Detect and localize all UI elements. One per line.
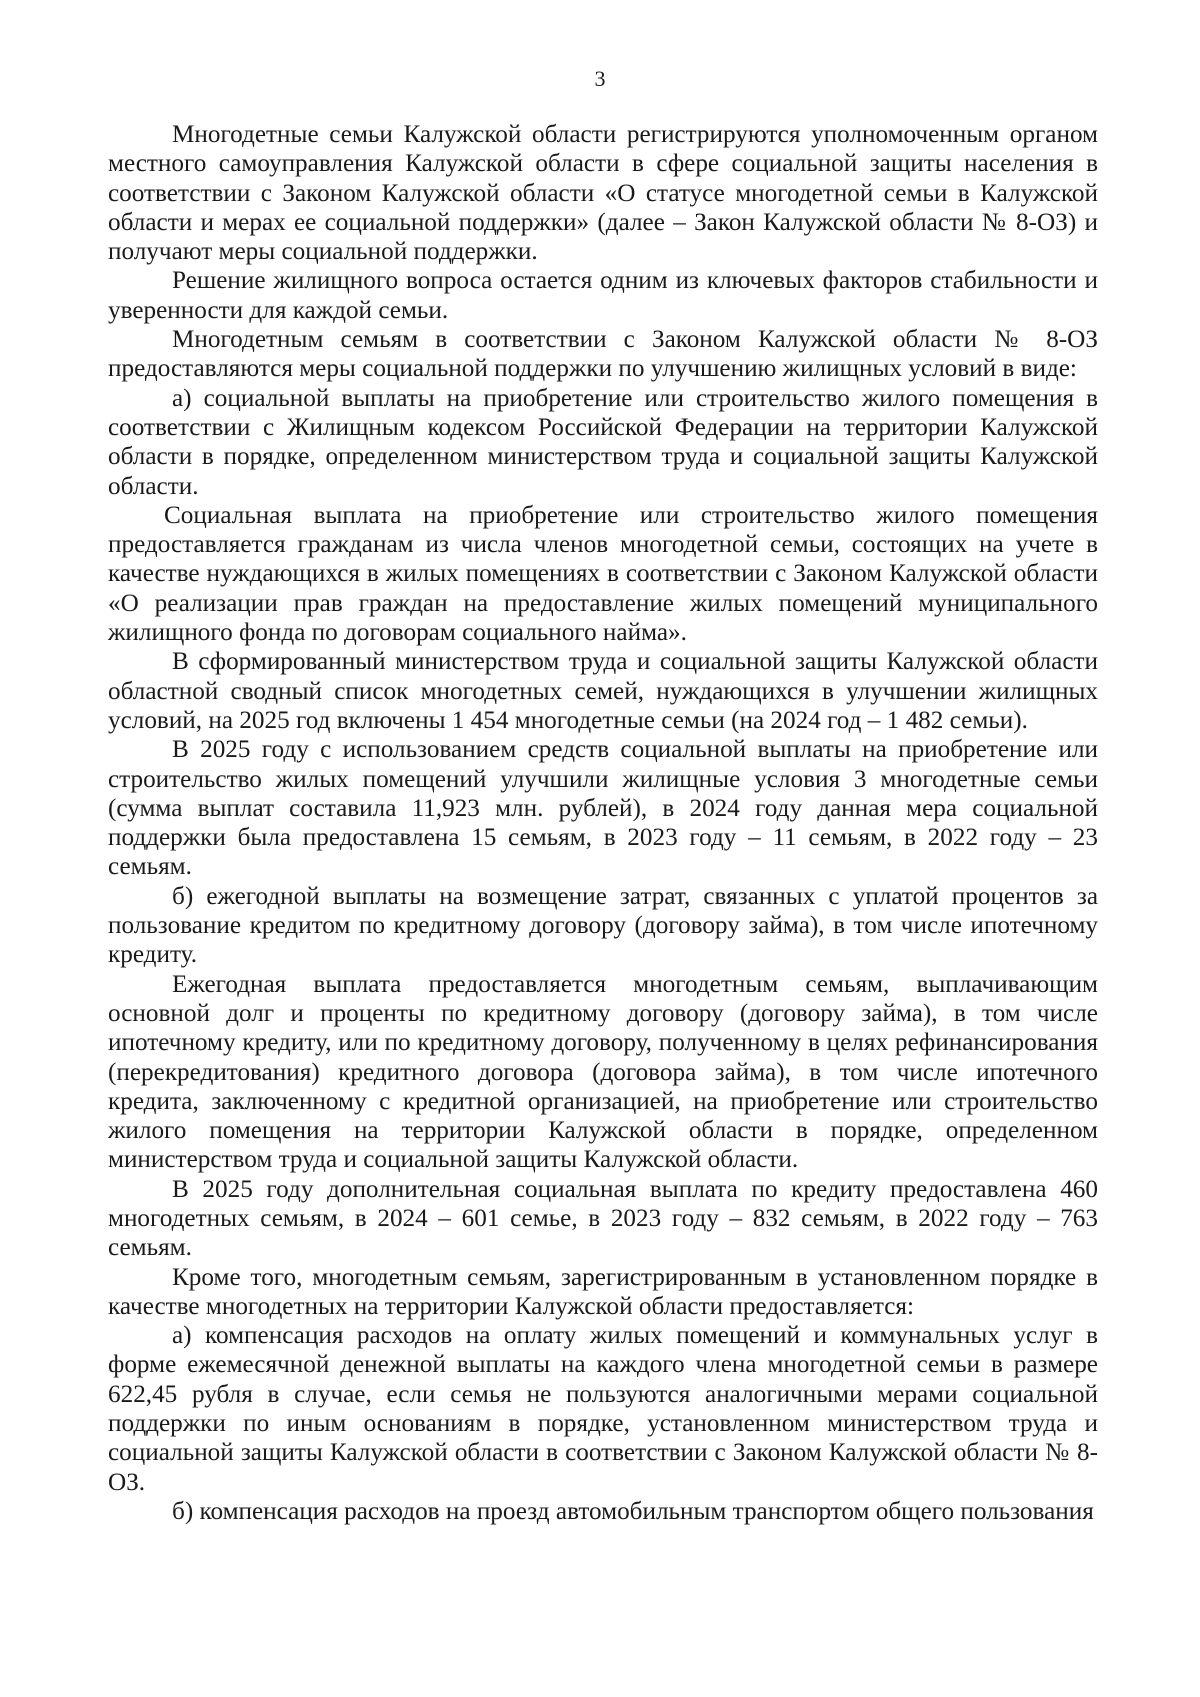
paragraph-2025-housing-results: В 2025 году с использованием средств социальной выплаты на приобретение или строительство жилых помещений улучшили жилищные условия 3 многодетные семьи (сумма выплат составила 11,923 млн. рублей), в 2024 году данная мера социальной поддержки была предоставлена 15 семьям, в 2023 году – 11 семьям, в 2022 году – 23 семьям. <box>108 736 1098 881</box>
paragraph-item-a-utilities-compensation: а) компенсация расходов на оплату жилых помещений и коммунальных услуг в форме ежемесячной денежной выплаты на каждого члена многодетной семьи в размере 622,45 рубля в случае, если семья не пользуются аналогичными мерами социальной поддержки по иным основаниям в порядке, установленном министерством труда и социальной защиты Калужской области в соответствии с Законом Калужской области № 8-ОЗ. <box>108 1322 1098 1496</box>
paragraph-social-payment-eligibility: Социальная выплата на приобретение или строительство жилого помещения предоставляется гражданам из числа членов многодетной семьи, состоящих на учете в качестве нуждающихся в жилых помещениях в соответствии с Законом Калужской области «О реализации прав граждан на предоставление жилых помещений муниципального жилищного фонда по договорам социального найма». <box>108 501 1098 647</box>
document-body <box>108 120 1098 1526</box>
paragraph-item-b-annual-payment: б) ежегодной выплаты на возмещение затрат, связанных с уплатой процентов за пользование кредитом по кредитному договору (договору займа), в том числе ипотечному кредиту. <box>108 882 1098 969</box>
paragraph-annual-payment-eligibility: Ежегодная выплата предоставляется многодетным семьям, выплачивающим основной долг и проценты по кредитному договору (договору займа), в том числе ипотечному кредиту, или по кредитному договору, полученному в целях рефинансирования (перекредитования) кредитного договора (договора займа), в том числе ипотечного кредита, заключенному с кредитной организацией, на приобретение или строительство жилого помещения на территории Калужской области в порядке, определенном министерством труда и социальной защиты Калужской области. <box>108 970 1098 1174</box>
paragraph-additional-support-intro: Кроме того, многодетным семьям, зарегистрированным в установленном порядке в качестве многодетных на территории Калужской области предоставляется: <box>108 1263 1098 1320</box>
paragraph-2025-credit-results: В 2025 году дополнительная социальная выплата по кредиту предоставлена 460 многодетных семьям, в 2024 – 601 семье, в 2023 году – 832 семьям, в 2022 году – 763 семьям. <box>108 1175 1098 1262</box>
paragraph-support-measures-intro: Многодетным семьям в соответствии с Законом Калужской области № 8-ОЗ предоставляются меры социальной поддержки по улучшению жилищных условий в виде: <box>108 326 1098 383</box>
paragraph-item-a-social-payment: а) социальной выплаты на приобретение или строительство жилого помещения в соответствии с Жилищным кодексом Российской Федерации на территории Калужской области в порядке, определенном министерством труда и социальной защиты Калужской области. <box>108 384 1098 500</box>
paragraph-housing-question: Решение жилищного вопроса остается одним из ключевых факторов стабильности и уверенности для каждой семьи. <box>108 267 1098 324</box>
paragraph-consolidated-list: В сформированный министерством труда и социальной защиты Калужской области областной сводный список многодетных семей, нуждающихся в улучшении жилищных условий, на 2025 год включены 1 454 многодетные семьи (на 2024 год – 1 482 семьи). <box>108 648 1098 734</box>
paragraph-registration: Многодетные семьи Калужской области регистрируются уполномоченным органом местного самоуправления Калужской области в сфере социальной защиты населения в соответствии с Законом Калужской области «О статусе многодетной семьи в Калужской области и мерах ее социальной поддержки» (далее – Закон Калужской области № 8-ОЗ) и получают меры социальной поддержки. <box>108 121 1098 266</box>
page-number: 3 <box>594 66 606 91</box>
paragraph-item-b-transport-compensation: б) компенсация расходов на проезд автомобильным транспортом общего пользования <box>172 1497 1094 1525</box>
